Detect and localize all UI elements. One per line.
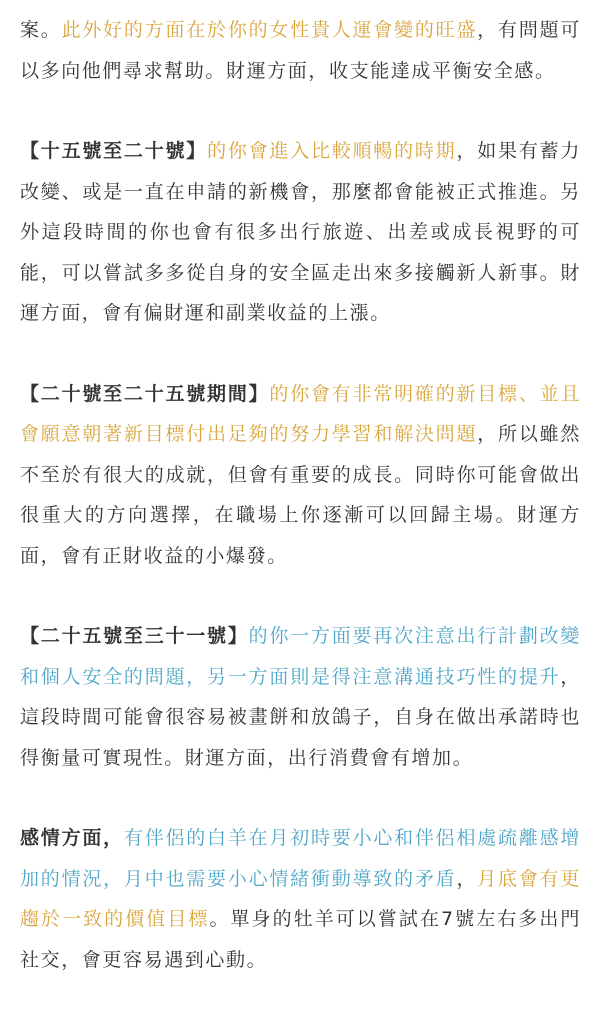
text-segment: ，如果有蓄力改變、或是一直在申請的新機會，那麼都會能被正式推進。另外這段時間的你也會有很多出行旅遊、出差或成長視野的可能，可以嘗試多多從自身的安全區走出來多接觸新人新事。財運方面，會有偏財運和副業收益的上漲。 (20, 140, 582, 324)
section-heading: 【二十五號至三十一號】 (20, 625, 249, 647)
paragraph-intro (20, 10, 581, 91)
section-heading: 【二十號至二十五號期間】 (20, 382, 270, 405)
section-heading: 【十五號至二十號】 (20, 140, 208, 162)
text-segment: 。單身的牡羊可以嘗試在7號左右多出門社交，會更容易遇到心動。 (20, 908, 581, 971)
text-segment: ，有問題可以多向他們尋求幫助。財運方面，收支能達成平衡安全感。 (20, 19, 581, 82)
highlight-text: 月底會有更趨於一致的價值目標 (20, 867, 581, 930)
section-heading: 感情方面， (20, 827, 124, 849)
highlight-text: 的你會進入比較順暢的時期 (207, 140, 457, 162)
highlight-text: 此外好的方面在於你的女性貴人運會變的旺盛 (61, 19, 478, 41)
paragraph-25-31 (20, 616, 581, 778)
paragraph-15-20 (20, 131, 581, 334)
text-segment: ， (456, 867, 478, 890)
text-segment: ，這段時間可能會很容易被畫餅和放鴿子，自身在做出承諾時也得衡量可實現性。財運方面，出行消費會有增加。 (20, 665, 581, 769)
paragraph-20-25 (20, 374, 581, 577)
highlight-text: 的你一方面要再次注意出行計劃改變和個人安全的問題，另一方面則是得注意溝通技巧性的提升 (20, 625, 581, 688)
text-segment: ，所以雖然不至於有很大的成就，但會有重要的成長。同時你可能會做出很重大的方向選擇，在職場上你逐漸可以回歸主場。財運方面，會有正財收益的小爆發。 (20, 423, 581, 567)
text-segment: 案。 (20, 19, 62, 41)
highlight-text: 的你會有非常明確的新目標、並且會願意朝著新目標付出足夠的努力學習和解決問題 (20, 382, 581, 445)
article-body (0, 10, 599, 980)
paragraph-love (20, 818, 581, 980)
highlight-text: 有伴侶的白羊在月初時要小心和伴侶相處疏離感增加的情況，月中也需要小心情緒衝動導致的矛盾 (20, 827, 581, 890)
